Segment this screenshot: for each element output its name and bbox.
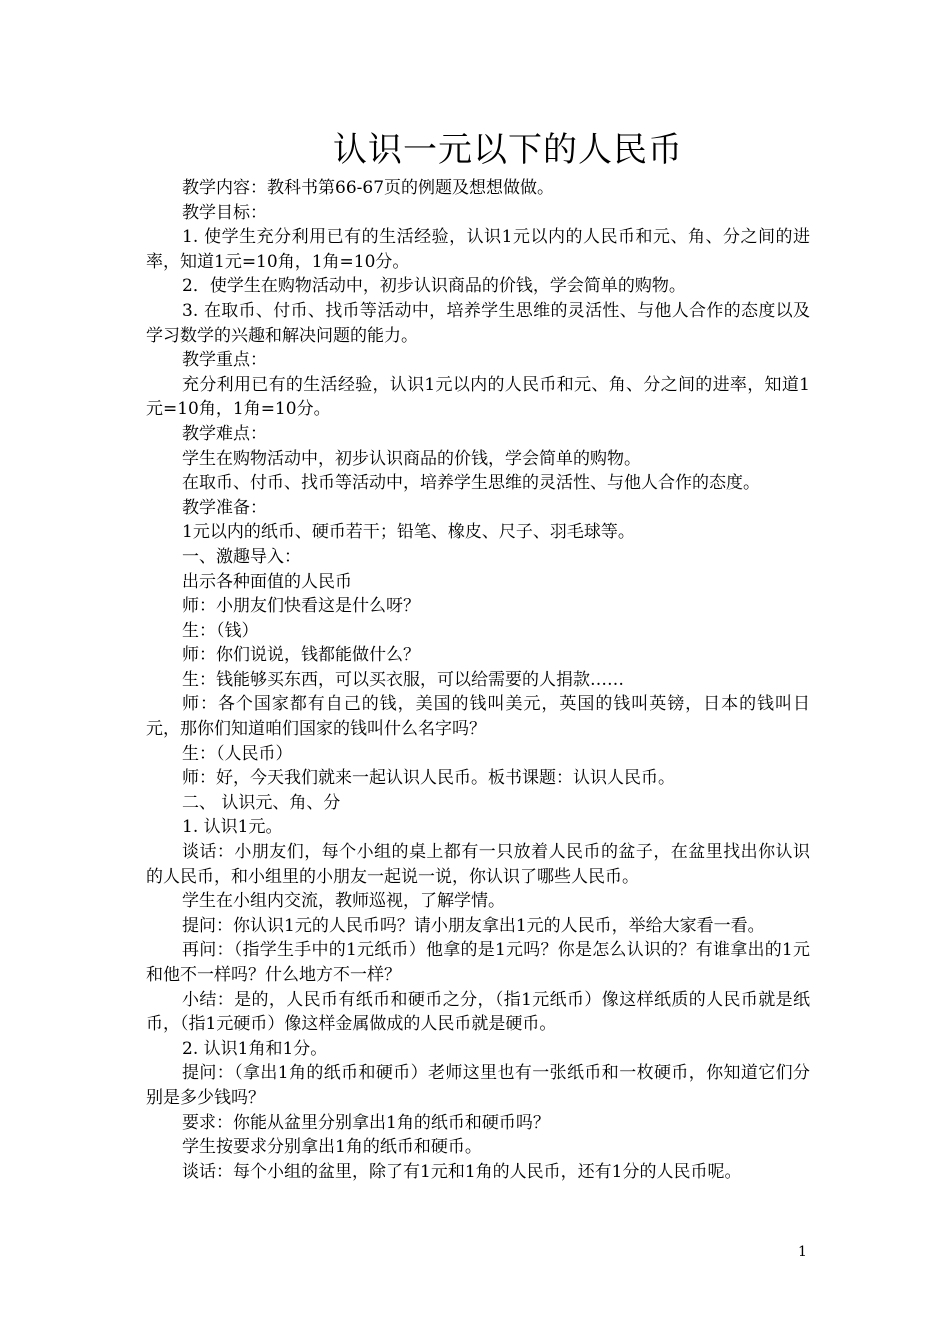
paragraph: 师：各个国家都有自己的钱，美国的钱叫美元，英国的钱叫英镑，日本的钱叫日元，那你们知道咱们国家的钱叫什么名字吗？ <box>146 694 810 740</box>
paragraph: 在取币、付币、找币等活动中，培养学生思维的灵活性、与他人合作的态度。 <box>182 473 760 494</box>
paragraph: 学生在购物活动中，初步认识商品的价钱，学会简单的购物。 <box>182 448 641 469</box>
paragraph: 教学重点： <box>182 350 267 371</box>
paragraph: 提问：（拿出1角的纸币和硬币）老师这里也有一张纸币和一枚硬币，你知道它们分别是多少钱吗？ <box>146 1063 810 1108</box>
paragraph: 充分利用已有的生活经验，认识1元以内的人民币和元、角、分之间的进率，知道1元=10角，1角=10分。 <box>146 374 810 420</box>
paragraph: 2. 认识1角和1分。 <box>182 1038 328 1059</box>
paragraph: 谈话：小朋友们，每个小组的桌上都有一只放着人民币的盆子，在盆里找出你认识的人民币，和小组里的小朋友一起说一说，你认识了哪些人民币。 <box>146 842 810 887</box>
paragraph: 谈话：每个小组的盆里，除了有1元和1角的人民币，还有1分的人民币呢。 <box>182 1161 742 1182</box>
paragraph: 二、 认识元、角、分 <box>182 792 341 813</box>
paragraph: 提问：你认识1元的人民币吗？请小朋友拿出1元的人民币，举给大家看一看。 <box>182 915 765 936</box>
paragraph: 1元以内的纸币、硬币若干；铅笔、橡皮、尺子、羽毛球等。 <box>182 522 635 543</box>
paragraph: 小结：是的，人民币有纸币和硬币之分，（指1元纸币）像这样纸质的人民币就是纸币，（指1元硬币）像这样金属做成的人民币就是硬币。 <box>146 989 810 1035</box>
paragraph: 教学难点： <box>182 423 267 444</box>
document-title: 认识一元以下的人民币 <box>333 130 683 170</box>
paragraph: 出示各种面值的人民币 <box>182 571 352 592</box>
paragraph: 学生按要求分别拿出1角的纸币和硬币。 <box>182 1137 482 1158</box>
document-page <box>146 130 810 1184</box>
paragraph: 生：钱能够买东西，可以买衣服，可以给需要的人捐款…… <box>182 669 624 690</box>
document-body <box>146 176 810 1184</box>
paragraph: 教学内容：教科书第66-67页的例题及想想做做。 <box>182 178 555 198</box>
paragraph: 1. 使学生充分利用已有的生活经验，认识1元以内的人民币和元、角、分之间的进率，知道1元=10角，1角=10分。 <box>146 227 810 272</box>
paragraph: 再问：（指学生手中的1元纸币）他拿的是1元吗？你是怎么认识的？有谁拿出的1元和他不一样吗？什么地方不一样？ <box>146 940 810 985</box>
paragraph: 1. 认识1元。 <box>182 817 283 838</box>
page-number: 1 <box>798 1244 807 1260</box>
paragraph: 2．使学生在购物活动中，初步认识商品的价钱，学会简单的购物。 <box>182 276 686 297</box>
paragraph: 教学目标： <box>182 202 267 223</box>
paragraph: 师：好，今天我们就来一起认识人民币。板书课题：认识人民币。 <box>182 768 675 789</box>
paragraph: 要求：你能从盆里分别拿出1角的纸币和硬币吗？ <box>182 1112 550 1133</box>
paragraph: 学生在小组内交流，教师巡视，了解学情。 <box>182 891 505 912</box>
paragraph: 教学准备： <box>182 497 267 518</box>
paragraph: 一、激趣导入： <box>182 546 301 567</box>
paragraph: 3. 在取币、付币、找币等活动中，培养学生思维的灵活性、与他人合作的态度以及学习数学的兴趣和解决问题的能力。 <box>146 300 810 346</box>
paragraph: 生：（人民币） <box>182 743 293 764</box>
paragraph: 师：你们说说，钱都能做什么？ <box>182 645 420 666</box>
paragraph: 生：（钱） <box>182 620 259 641</box>
paragraph: 师：小朋友们快看这是什么呀？ <box>182 596 420 617</box>
